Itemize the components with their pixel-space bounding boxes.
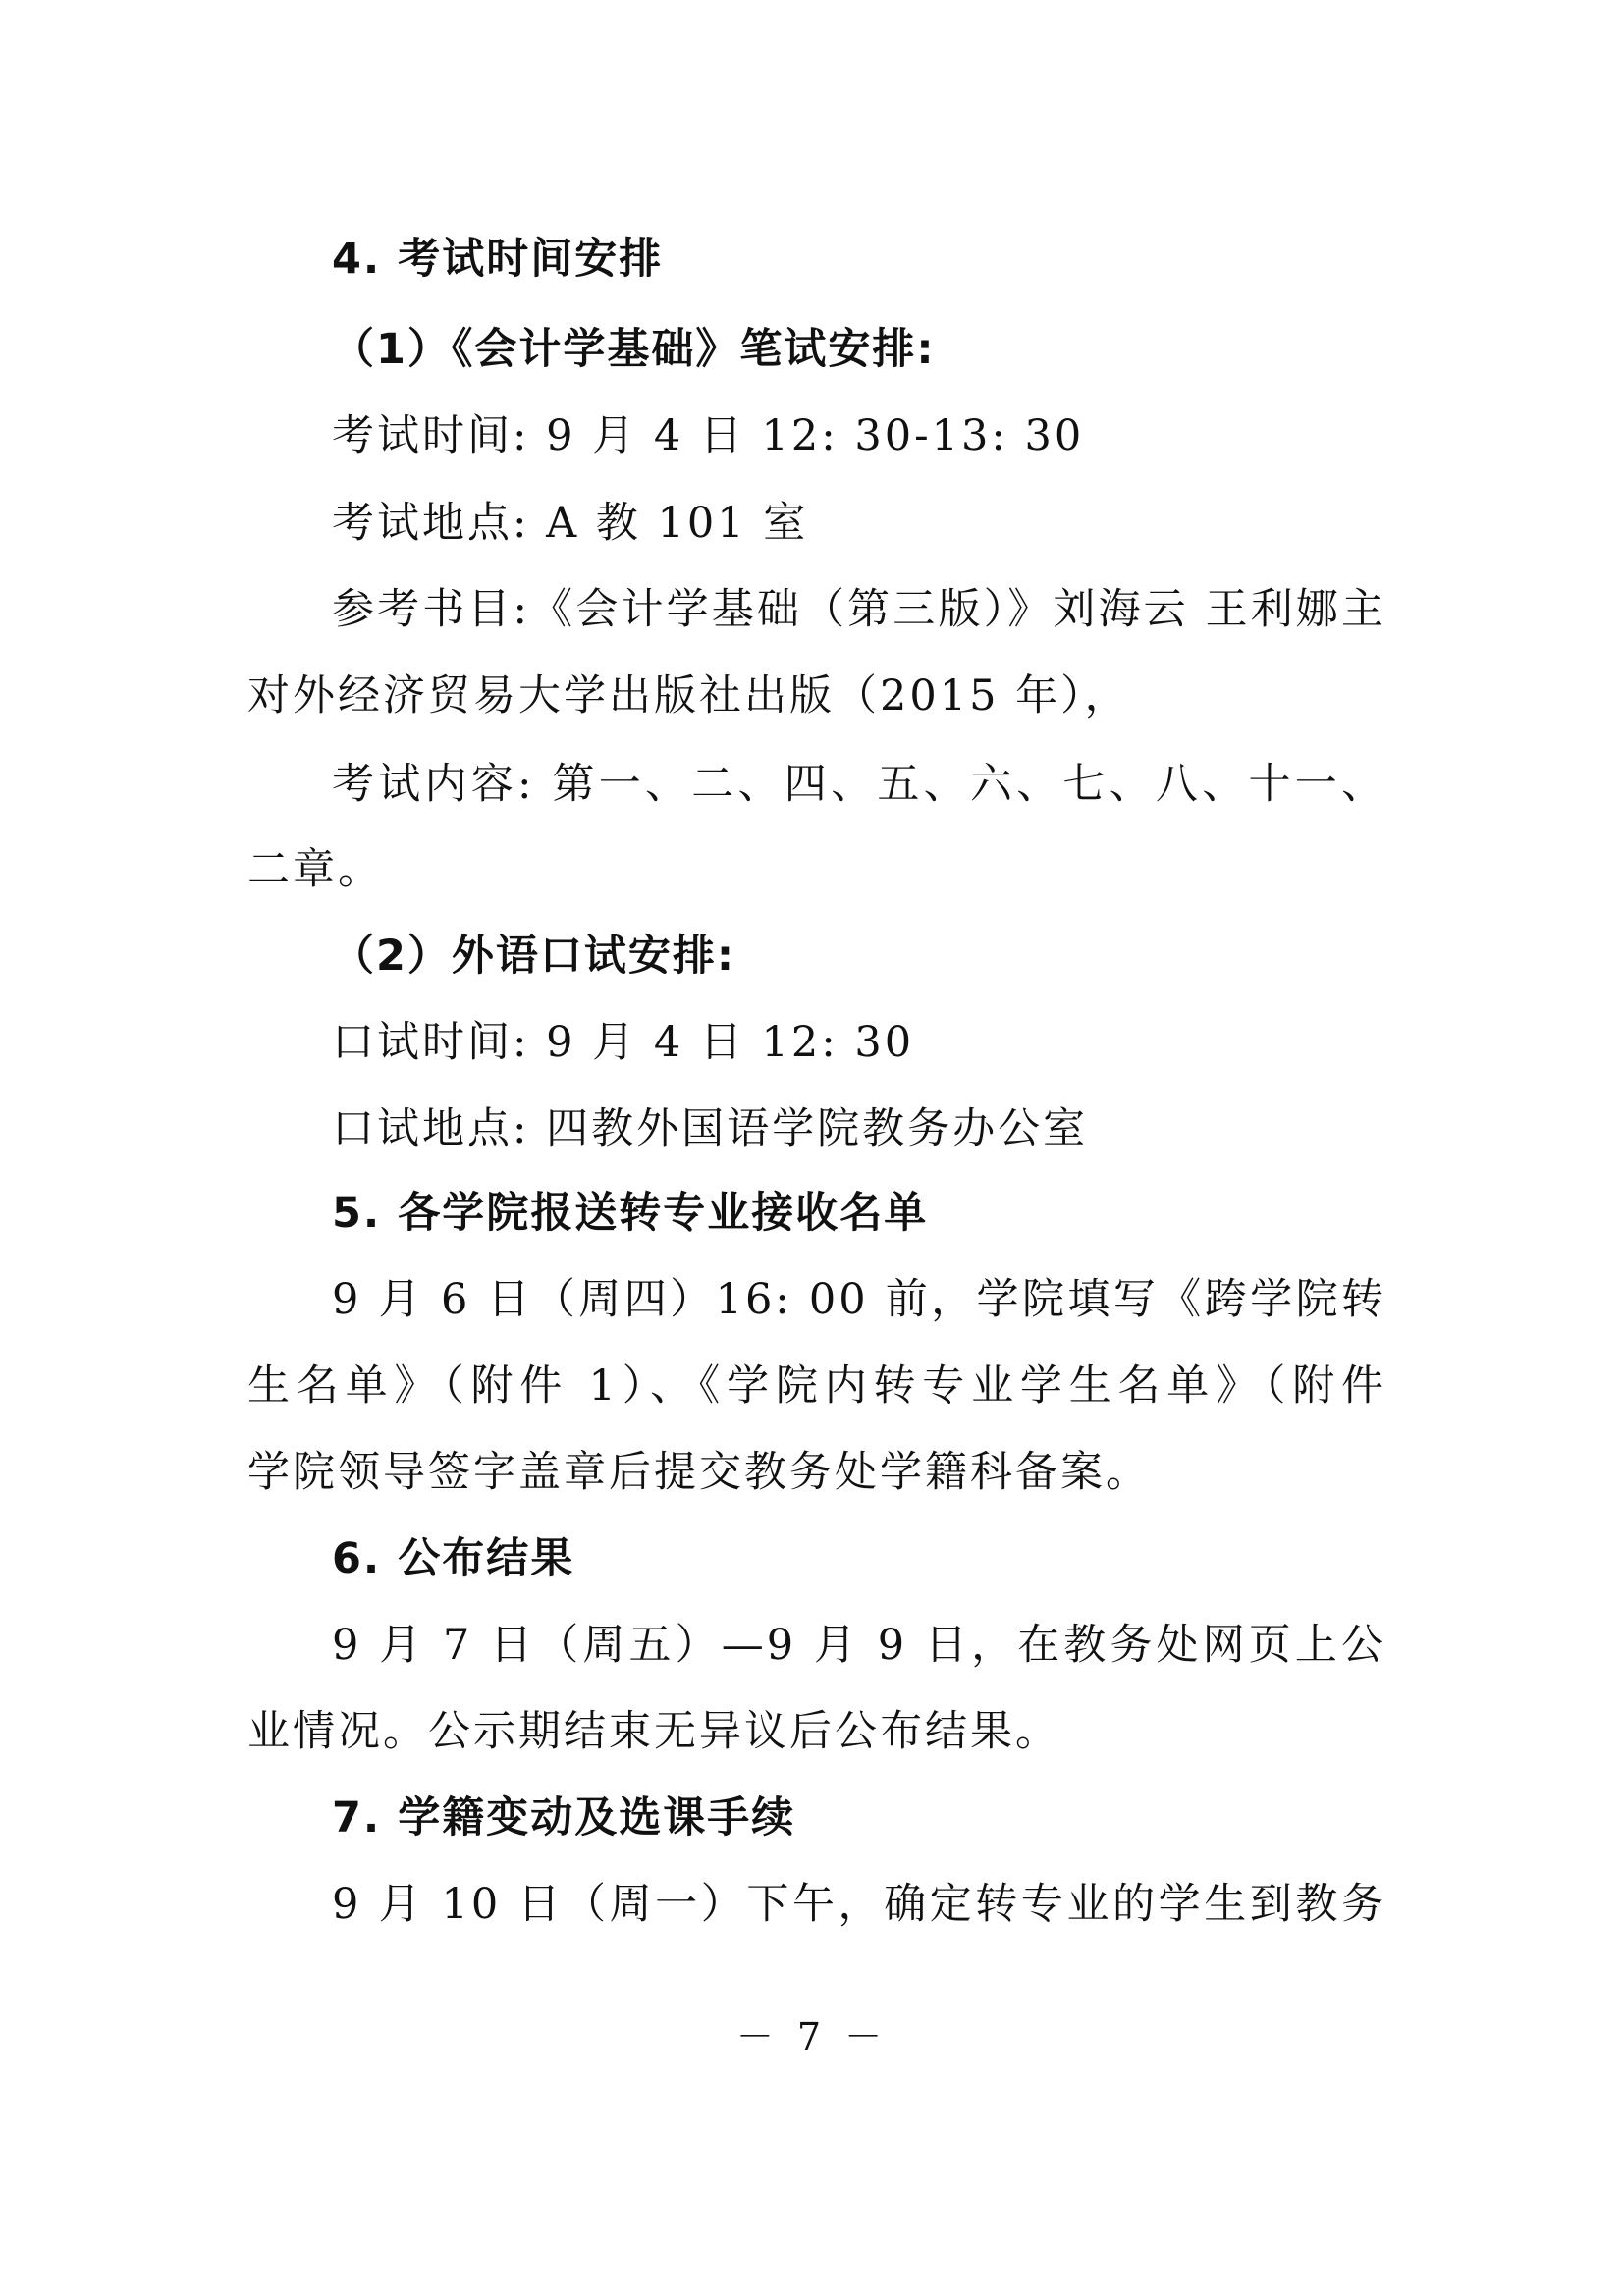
exam-place-line: 考试地点: A 教 101 室 bbox=[332, 499, 809, 548]
reference-books-line-2: 对外经济贸易大学出版社出版（2015 年）， bbox=[247, 671, 1130, 721]
oral-exam-place-line: 口试地点: 四教外国语学院教务办公室 bbox=[332, 1104, 1089, 1153]
section-7-heading: 7. 学籍变动及选课手续 bbox=[332, 1793, 796, 1842]
oral-exam-time-line: 口试时间: 9 月 4 日 12: 30 bbox=[332, 1018, 915, 1067]
subsection-oral-exam-heading: （2）外语口试安排: bbox=[332, 932, 736, 981]
exam-content-line-1: 考试内容: 第一、二、四、五、六、七、八、十一、 bbox=[332, 760, 1386, 809]
section-4-heading: 4. 考试时间安排 bbox=[332, 235, 664, 284]
exam-content-line-2: 二章。 bbox=[247, 845, 383, 894]
section-5-line-1: 9 月 6 日（周四）16: 00 前，学院填写《跨学院转 bbox=[332, 1275, 1386, 1324]
section-6-heading: 6. 公布结果 bbox=[332, 1534, 575, 1583]
section-5-line-2: 生名单》（附件 1）、《学院内转专业学生名单》（附件 bbox=[247, 1362, 1386, 1411]
section-5-heading: 5. 各学院报送转专业接收名单 bbox=[332, 1189, 929, 1238]
page-number: － 7 － bbox=[735, 2015, 889, 2058]
subsection-accounting-exam-heading: （1）《会计学基础》笔试安排: bbox=[332, 325, 936, 374]
section-6-line-2: 业情况。公示期结束无异议后公布结果。 bbox=[247, 1707, 1060, 1756]
exam-time-line: 考试时间: 9 月 4 日 12: 30-13: 30 bbox=[332, 411, 1085, 460]
section-7-line-1: 9 月 10 日（周一）下午，确定转专业的学生到教务 bbox=[332, 1880, 1386, 1929]
reference-books-line-1: 参考书目:《会计学基础（第三版）》刘海云 王利娜主 bbox=[332, 585, 1386, 634]
section-6-line-1: 9 月 7 日（周五）—9 月 9 日，在教务处网页上公 bbox=[332, 1621, 1386, 1670]
section-5-line-3: 学院领导签字盖章后提交教务处学籍科备案。 bbox=[247, 1448, 1151, 1497]
